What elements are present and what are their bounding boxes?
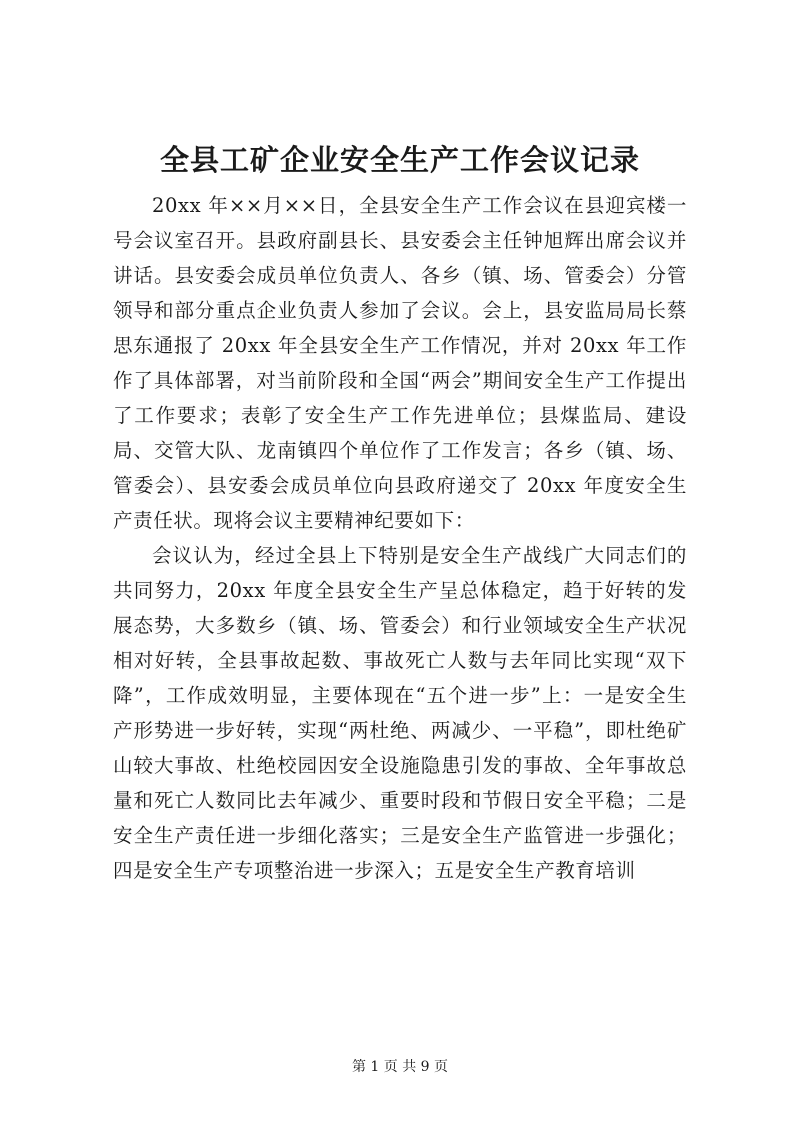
document-title: 全县工矿企业安全生产工作会议记录 — [159, 143, 640, 177]
paragraph-2: 会议认为，经过全县上下特别是安全生产战线广大同志们的共同努力，20xx 年度全县安全生产呈总体稳定，趋于好转的发展态势，大多数乡（镇、场、管委会）和行业领域安全生产状况相对好转，全县事故起数、事故死亡人数与去年同比实现“双下降”，工作成效明显，主要体现在“五个进一步”上：一是安全生产形势进一步好转，实现“两杜绝、两减少、一平稳”，即杜绝矿山较大事故、杜绝校园因安全设施隐患引发的事故、全年事故总量和死亡人数同比去年减少、重要时段和节假日安全平稳；二是安全生产责任进一步细化落实；三是安全生产监管进一步强化；四是安全生产专项整治进一步深入；五是安全生产教育培训 — [113, 544, 687, 882]
page-footer: 第 1 页 共 9 页 — [351, 1059, 449, 1075]
paragraph-1: 20xx 年××月××日，全县安全生产工作会议在县迎宾楼一号会议室召开。县政府副县长、县安委会主任钟旭辉出席会议并讲话。县安委会成员单位负责人、各乡（镇、场、管委会）分管领导和部分重点企业负责人参加了会议。会上，县安监局局长蔡思东通报了 20xx 年全县安全生产工作情况，并对 20xx 年工作作了具体部署，对当前阶段和全国“两会”期间安全生产工作提出了工作要求；表彰了安全生产工作先进单位；县煤监局、建设局、交管大队、龙南镇四个单位作了工作发言；各乡（镇、场、管委会）、县安委会成员单位向县政府递交了 20xx 年度安全生产责任状。现将会议主要精神纪要如下： — [113, 194, 687, 532]
document-body — [113, 188, 687, 888]
